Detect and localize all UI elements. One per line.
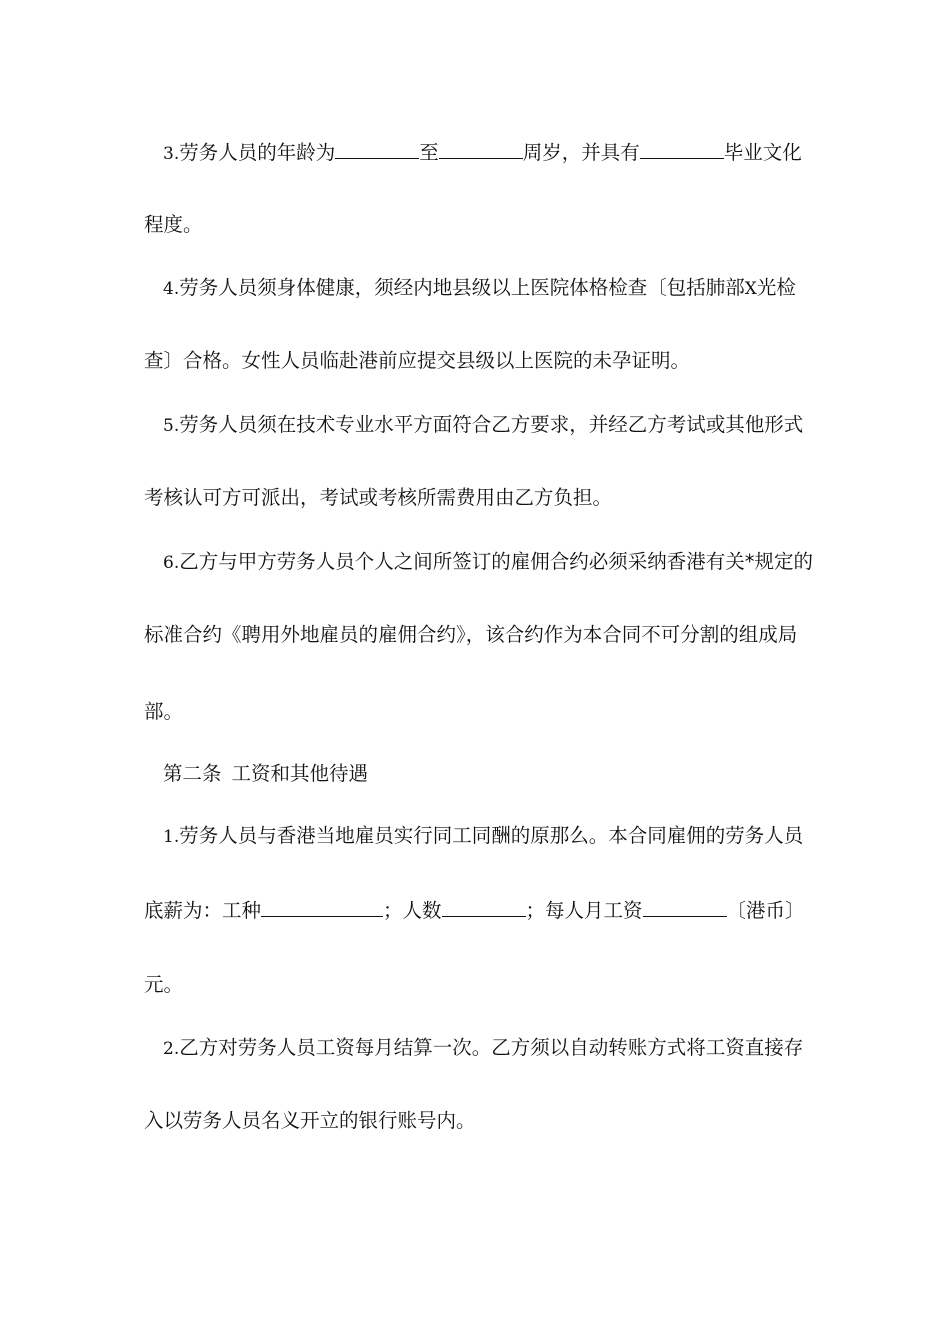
article-2-item-2-line-2: 入以劳务人员名义开立的银行账号内。 (144, 1109, 476, 1132)
article-2-item-2-line-1 (163, 1034, 843, 1063)
clause-3-text-c: 周岁，并具有 (522, 141, 640, 164)
clause-5-line-2: 考核认可方可派出，考试或考核所需费用由乙方负担。 (144, 486, 613, 509)
clause-4-line-1 (163, 274, 843, 303)
clause-6-line-1 (163, 548, 843, 577)
clause-5-number: 5. (163, 416, 180, 436)
clause-4-text-b: 光检 (756, 276, 796, 299)
article-2-heading (163, 760, 843, 788)
article-2-item-2-text: 乙方对劳务人员工资每月结算一次。乙方须以自动转账方式将工资直接存 (179, 1036, 804, 1059)
clause-4-line-2: 查〕合格。女性人员临赴港前应提交县级以上医院的未孕证明。 (144, 349, 691, 372)
base-salary-text-d: 〔港币〕 (726, 899, 805, 922)
clause-6-line-2: 标准合约《聘用外地雇员的雇佣合约》，该合约作为本合同不可分割的组成局 (144, 623, 798, 646)
clause-3-text-d: 毕业文化 (723, 141, 802, 164)
article-2-item-1-number: 1. (163, 827, 180, 847)
headcount-blank[interactable] (442, 896, 526, 917)
article-2-item-2-number: 2. (163, 1039, 180, 1059)
article-2-number: 第二条 (163, 762, 222, 785)
job-type-blank[interactable] (261, 896, 383, 917)
base-salary-text-c: ；每人月工资 (525, 899, 643, 922)
clause-6-text: 乙方与甲方劳务人员个人之间所签订的雇佣合约必须采纳香港有关*规定的 (179, 550, 813, 573)
clause-3-text-b: 至 (419, 141, 439, 164)
clause-5-line-1 (163, 411, 843, 440)
clause-5-text: 劳务人员须在技术专业水平方面符合乙方要求，并经乙方考试或其他形式 (179, 413, 804, 436)
monthly-wage-blank[interactable] (643, 896, 727, 917)
article-2-item-1-line-2 (144, 896, 824, 925)
article-2-item-1-text: 劳务人员与香港当地雇员实行同工同酬的原那么。本合同雇佣的劳务人员 (179, 824, 804, 847)
base-salary-text-a: 底薪为：工种 (144, 899, 262, 922)
clause-4-text-a: 劳务人员须身体健康，须经内地县级以上医院体格检查〔包括肺部 (179, 276, 745, 299)
clause-6-number: 6. (163, 553, 180, 573)
article-2-item-1-line-3: 元。 (144, 973, 184, 996)
age-max-blank[interactable] (439, 138, 523, 159)
age-min-blank[interactable] (335, 138, 419, 159)
education-level-blank[interactable] (640, 138, 724, 159)
clause-3-number: 3. (163, 144, 180, 164)
article-2-item-1-line-1 (163, 822, 843, 851)
clause-4-number: 4. (163, 279, 180, 299)
clause-3-line-2: 程度。 (144, 213, 203, 236)
article-2-title: 工资和其他待遇 (231, 762, 369, 785)
base-salary-text-b: ；人数 (383, 899, 442, 922)
clause-3-line-1 (163, 138, 843, 168)
clause-3-text-a: 劳务人员的年龄为 (179, 141, 336, 164)
clause-6-line-3: 部。 (144, 700, 184, 723)
clause-4-x: X (744, 279, 757, 299)
